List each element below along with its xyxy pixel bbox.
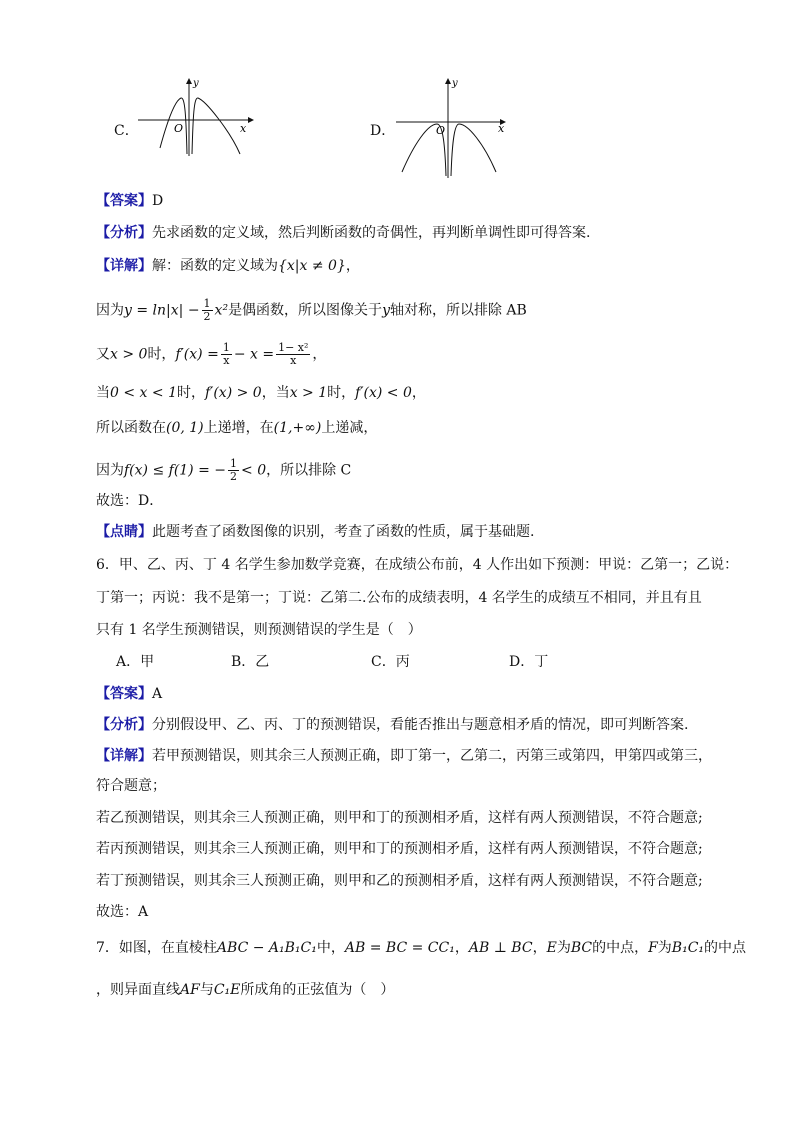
text: 时， <box>147 346 176 363</box>
answer-tag: 【答案】 <box>96 193 152 209</box>
text: 为 <box>657 940 672 956</box>
detail-tag: 【详解】 <box>96 258 152 274</box>
denominator: x <box>223 354 230 367</box>
text: ，所以排除 C <box>266 462 352 479</box>
text: ， <box>411 385 426 401</box>
analysis-tag: 【分析】 <box>96 225 152 241</box>
math-segment: B₁C₁ <box>671 940 705 956</box>
text: 为 <box>556 940 571 956</box>
q5-comment-line <box>96 522 534 542</box>
math-prism: ABC − A₁B₁C₁ <box>216 940 317 956</box>
analysis-text: 先求函数的定义域，然后判断函数的奇偶性，再判断单调性即可得答案. <box>152 225 591 241</box>
text: ， <box>345 258 360 274</box>
math-function: y = ln|x| − <box>124 302 200 319</box>
text: 轴对称，所以排除 AB <box>389 302 527 319</box>
math-ineq: f′(x) > 0 <box>204 385 262 401</box>
math-term: − x = <box>233 346 275 363</box>
math-ineq: f(x) ≤ f(1) = − <box>124 462 227 479</box>
text: 若甲预测错误，则其余三人预测正确，即丁第一，乙第二，丙第三或第四，甲第四或第三， <box>152 748 712 764</box>
text: 的中点 <box>704 940 747 956</box>
q6-option-c: C．丙 <box>371 654 410 670</box>
option-c-y-arrow <box>186 78 192 84</box>
fraction <box>221 342 232 367</box>
q6-option-d: D．丁 <box>509 654 549 670</box>
fraction <box>228 458 239 483</box>
text: ， <box>532 940 547 956</box>
option-c-x-arrow <box>248 117 254 123</box>
math-term: x² <box>214 302 229 319</box>
option-d-x-label: x <box>498 122 505 135</box>
analysis-text: 分别假设甲、乙、丙、丁的预测错误，看能否推出与题意相矛盾的情况，即可判断答案. <box>152 717 689 733</box>
q5-detail-line-6 <box>96 458 351 483</box>
option-d-right-curve <box>451 124 496 176</box>
text: ，当 <box>261 385 290 401</box>
math-var: y <box>382 302 390 319</box>
option-c-label: C． <box>114 123 139 139</box>
comment-text: 此题考查了函数图像的识别，考查了函数的性质，属于基础题. <box>152 524 535 540</box>
math-domain: {x|x ≠ 0} <box>278 258 346 274</box>
text: ， <box>454 940 469 956</box>
text: 解：函数的定义域为 <box>152 258 278 274</box>
answer-value: A <box>152 686 163 702</box>
q6-detail-line-4: 若丙预测错误，则其余三人预测正确，则甲和丁的预测相矛盾，这样有两人预测错误，不符合题意; <box>96 841 703 857</box>
math-ineq: < 0 <box>241 462 267 479</box>
answer-tag: 【答案】 <box>96 686 152 702</box>
q6-detail-line-2: 符合题意； <box>96 778 166 794</box>
text: 中， <box>316 940 345 956</box>
q5-conclusion: 故选：D． <box>96 493 164 509</box>
option-d-y-arrow <box>445 78 451 84</box>
detail-tag: 【详解】 <box>96 748 152 764</box>
text: 又 <box>96 346 110 363</box>
text: 所以函数在 <box>96 420 166 436</box>
math-cond: x > 1 <box>289 385 328 401</box>
denominator: 2 <box>230 470 238 483</box>
option-c-graph <box>136 76 256 158</box>
text: 时， <box>176 385 205 401</box>
q7-stem-line-2 <box>96 980 394 1000</box>
option-d-label: D． <box>370 123 396 139</box>
option-d-graph <box>392 76 512 180</box>
numerator: 1 <box>230 457 238 470</box>
text: 所成角的正弦值为（ ） <box>240 982 395 998</box>
q6-stem-line-1: 6．甲、乙、丙、丁 4 名学生参加数学竞赛，在成绩公布前，4 人作出如下预测：甲说：乙第一；乙说： <box>96 557 739 573</box>
q6-stem-line-3: 只有 1 名学生预测错误，则预测错误的学生是（ ） <box>96 622 422 638</box>
option-c-right-curve <box>192 98 240 154</box>
math-segment: AF <box>180 982 200 998</box>
text: 时， <box>327 385 356 401</box>
math-segment: C₁E <box>213 982 241 998</box>
option-c-x-label: x <box>240 122 247 135</box>
q6-answer-line <box>96 684 162 704</box>
math-cond: 0 < x < 1 <box>110 385 177 401</box>
q6-stem-line-2: 丁第一；丙说：我不是第一；丁说：乙第二.公布的成绩表明，4 名学生的成绩互不相同，并且有且 <box>96 590 702 606</box>
text: 上递减， <box>321 420 378 436</box>
math-point: E <box>546 940 557 956</box>
denominator: 2 <box>203 310 211 323</box>
math-perp: AB ⊥ BC <box>468 940 533 956</box>
numerator: 1 <box>203 297 211 310</box>
fraction <box>202 298 213 323</box>
text: 当 <box>96 385 110 401</box>
text: 与 <box>199 982 214 998</box>
math-cond: x > 0 <box>110 346 148 363</box>
text: 上递增，在 <box>203 420 274 436</box>
option-c-origin: O <box>174 122 184 135</box>
text: 因为 <box>96 462 124 479</box>
comment-tag: 【点睛】 <box>96 524 152 540</box>
analysis-tag: 【分析】 <box>96 717 152 733</box>
text: 7．如图，在直棱柱 <box>96 940 217 956</box>
text: ， <box>312 346 327 363</box>
q6-detail-line-3: 若乙预测错误，则其余三人预测正确，则甲和丁的预测相矛盾，这样有两人预测错误，不符合题意; <box>96 810 703 826</box>
math-interval: (1,+∞) <box>273 420 322 436</box>
text: ，则异面直线 <box>96 982 180 998</box>
q6-analysis-line <box>96 715 688 735</box>
math-interval: (0, 1) <box>166 420 204 436</box>
q6-conclusion: 故选：A <box>96 904 149 920</box>
q6-option-a: A．甲 <box>116 654 155 670</box>
math-equal: AB = BC = CC₁ <box>344 940 455 956</box>
option-d-y-label: y <box>452 78 458 89</box>
denominator: x <box>290 354 297 367</box>
q6-option-b: B．乙 <box>231 654 270 670</box>
option-c-y-label: y <box>193 78 199 89</box>
text: 的中点， <box>592 940 649 956</box>
math-derivative: f′(x) = <box>175 346 219 363</box>
q5-detail-line-3 <box>96 342 326 367</box>
q5-detail-line-5 <box>96 418 377 438</box>
q6-detail-line-5: 若丁预测错误，则其余三人预测正确，则甲和乙的预测相矛盾，这样有两人预测错误，不符合题意; <box>96 873 703 889</box>
q5-answer-line <box>96 191 163 211</box>
math-point: F <box>648 940 658 956</box>
option-d-origin: O <box>436 124 446 137</box>
text: 是偶函数，所以图像关于 <box>228 302 383 319</box>
q5-detail-line-2 <box>96 298 527 323</box>
math-segment: BC <box>570 940 593 956</box>
numerator: 1− x² <box>278 341 309 354</box>
math-ineq: f′(x) < 0 <box>355 385 412 401</box>
q6-detail-line-1 <box>96 746 712 766</box>
text: 因为 <box>96 302 124 319</box>
q5-detail-line-4 <box>96 383 426 403</box>
fraction <box>276 342 310 367</box>
answer-value: D <box>152 193 164 209</box>
q5-analysis-line <box>96 223 590 243</box>
q5-detail-line-1 <box>96 256 360 276</box>
q7-stem-line-1 <box>96 938 746 958</box>
numerator: 1 <box>222 341 230 354</box>
